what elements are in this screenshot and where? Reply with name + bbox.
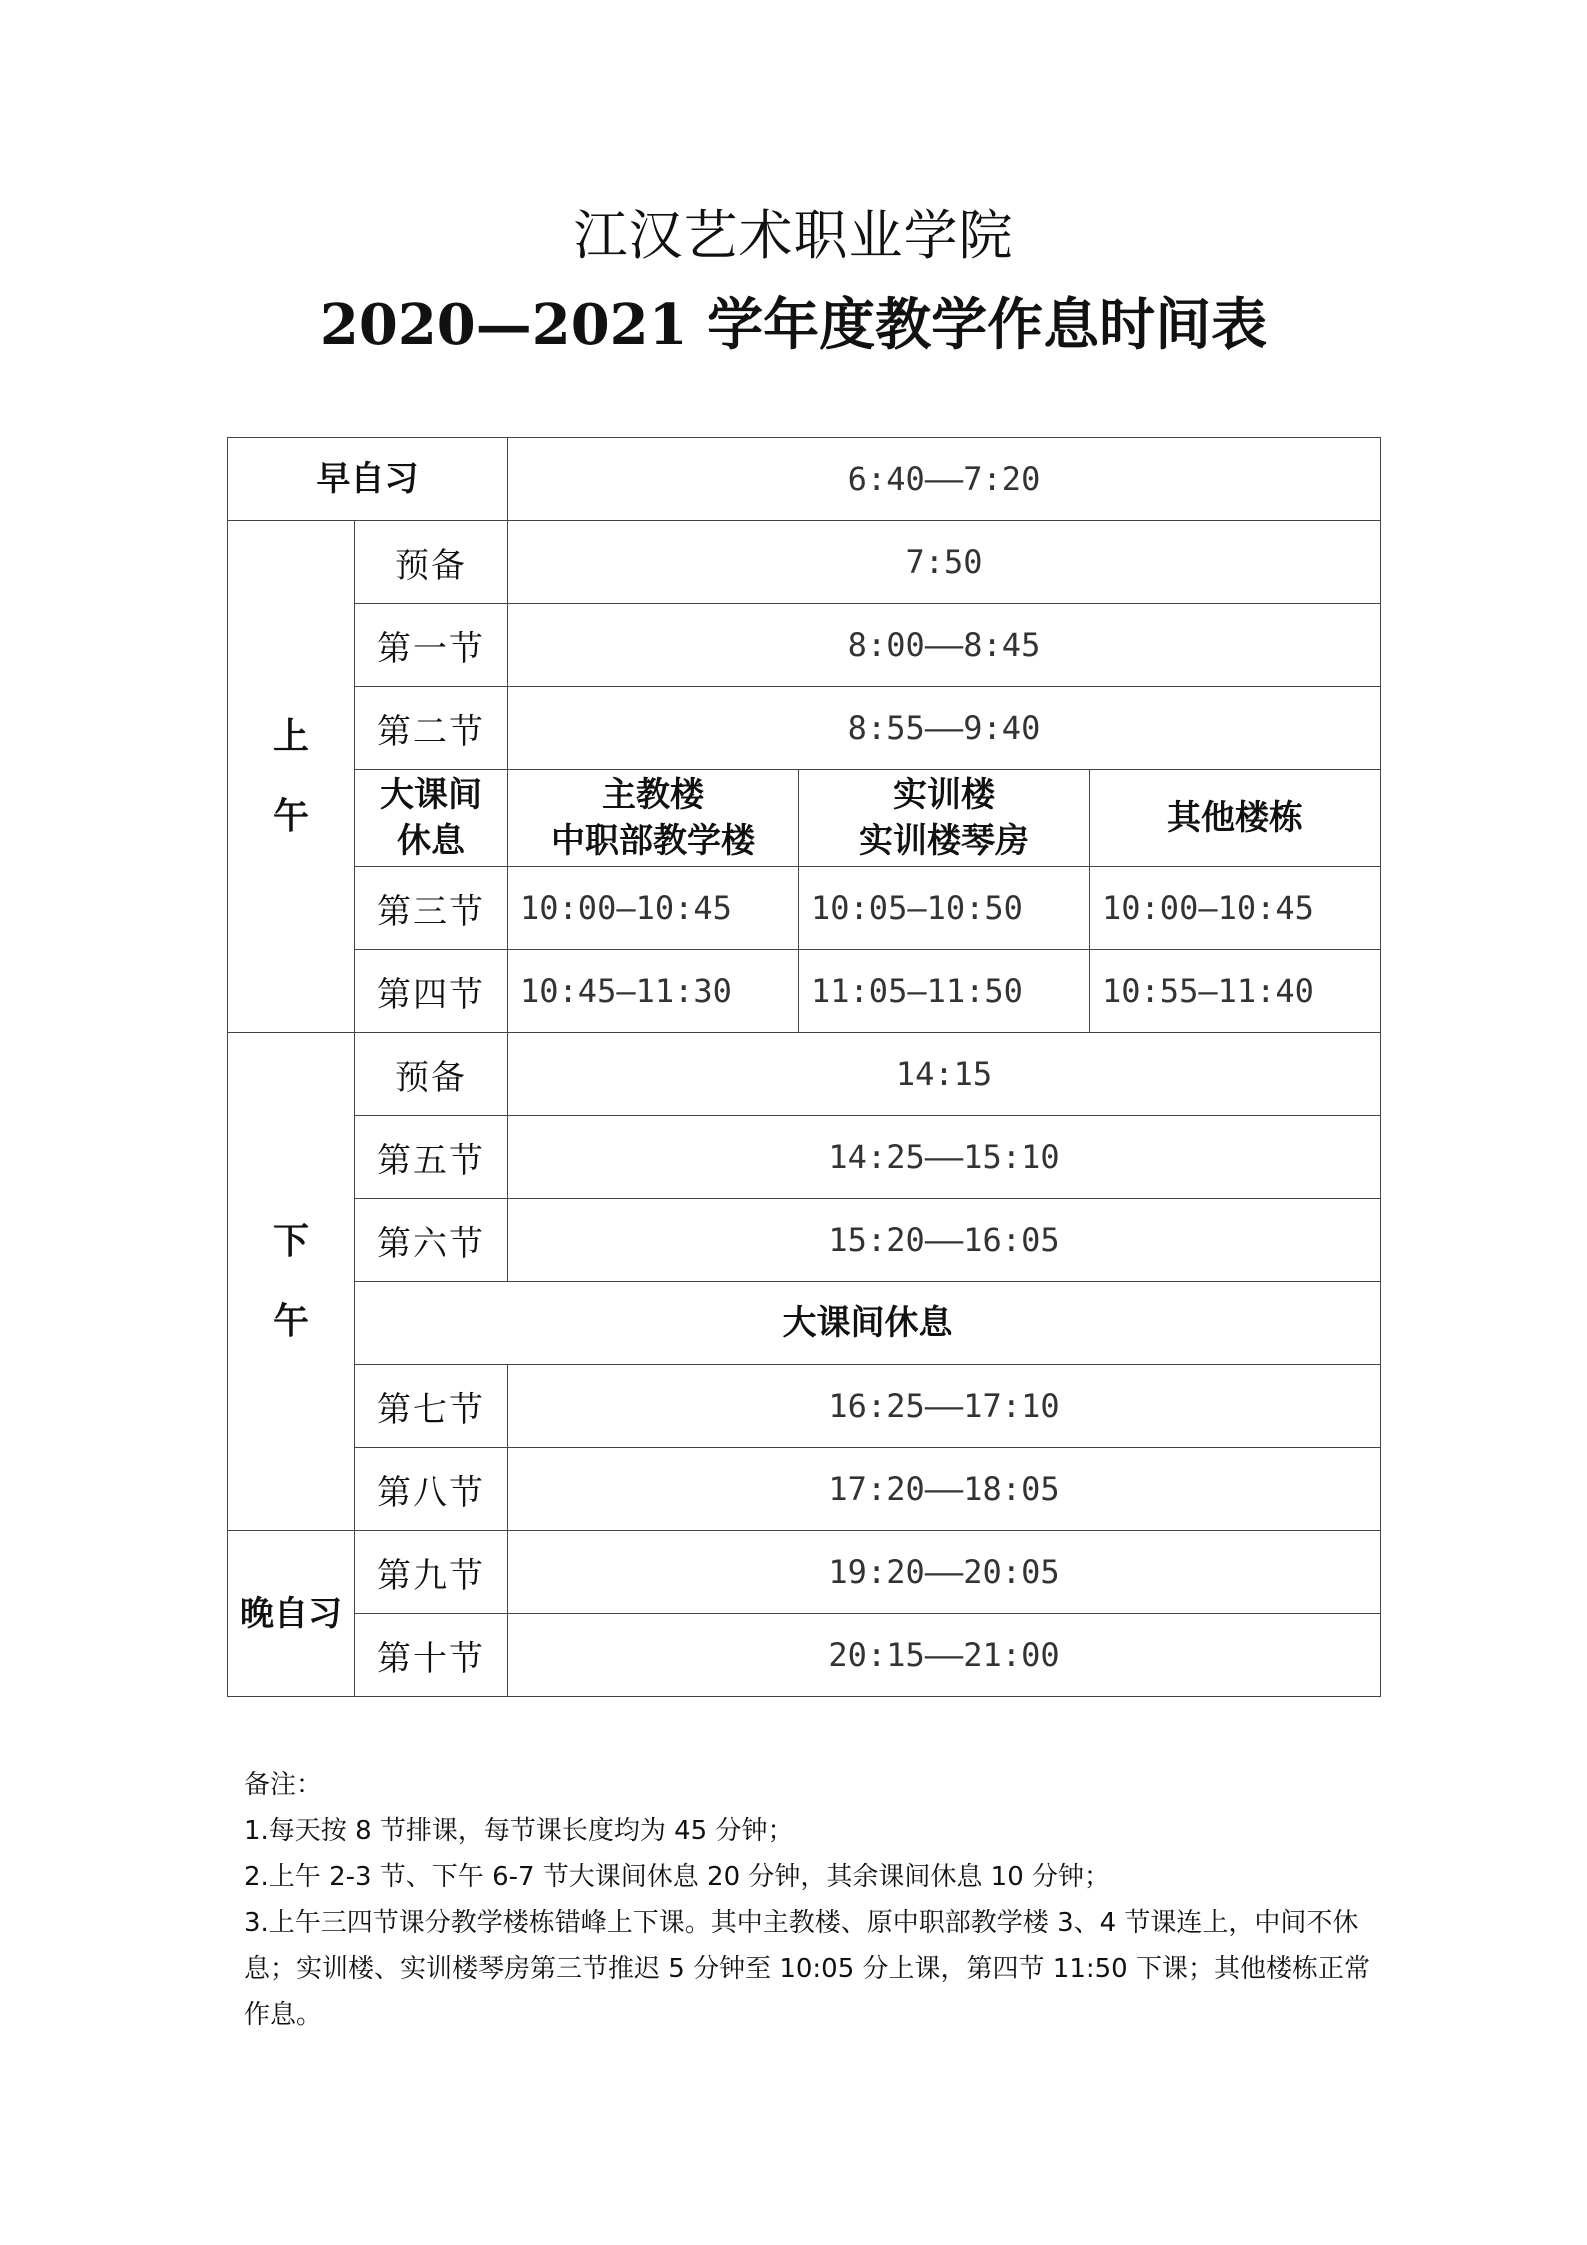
table-row xyxy=(228,1199,1381,1282)
table-row xyxy=(228,770,1381,867)
period-label: 第十节 xyxy=(355,1614,508,1697)
period-time: 10:55—11:40 xyxy=(1090,950,1381,1033)
break-label-line1: 大课间 xyxy=(380,775,482,815)
period-label: 预备 xyxy=(355,1033,508,1116)
building-header-line2: 中职部教学楼 xyxy=(551,821,755,861)
period-label: 第五节 xyxy=(355,1116,508,1199)
table-row xyxy=(228,1531,1381,1614)
period-label: 预备 xyxy=(355,521,508,604)
table-row xyxy=(228,1033,1381,1116)
note-item: 3.上午三四节课分教学楼栋错峰上下课。其中主教楼、原中职部教学楼 3、4 节课连上，中间不休息；实训楼、实训楼琴房第三节推迟 5 分钟至 10:05 分上课，第四节 11:50 下课；其他楼栋正常作息。 xyxy=(244,1908,1370,2030)
period-time: 7:50 xyxy=(508,521,1381,604)
table-row xyxy=(228,1116,1381,1199)
building-header-line1: 主教楼 xyxy=(602,775,704,815)
table-row xyxy=(228,521,1381,604)
notes-section xyxy=(244,1762,1384,2038)
table-row xyxy=(228,438,1381,521)
period-time: 15:20——16:05 xyxy=(508,1199,1381,1282)
period-label: 第六节 xyxy=(355,1199,508,1282)
afternoon-break-label: 大课间休息 xyxy=(355,1282,1381,1365)
period-time: 11:05—11:50 xyxy=(799,950,1090,1033)
morning-label xyxy=(228,521,355,1033)
period-time: 8:00——8:45 xyxy=(508,604,1381,687)
period-time: 8:55——9:40 xyxy=(508,687,1381,770)
period-label: 第七节 xyxy=(355,1365,508,1448)
period-label: 第三节 xyxy=(355,867,508,950)
morning-label-bottom: 午 xyxy=(272,795,309,837)
building-header xyxy=(799,770,1090,867)
building-header xyxy=(1090,770,1381,867)
page-title: 2020—2021 学年度教学作息时间表 xyxy=(319,292,1268,358)
table-row xyxy=(228,1365,1381,1448)
table-row xyxy=(228,1448,1381,1531)
table-row xyxy=(228,1614,1381,1697)
period-time: 16:25——17:10 xyxy=(508,1365,1381,1448)
period-time: 14:25——15:10 xyxy=(508,1116,1381,1199)
morning-study-label: 早自习 xyxy=(228,438,508,521)
note-item: 1.每天按 8 节排课，每节课长度均为 45 分钟； xyxy=(244,1816,794,1846)
period-label: 第二节 xyxy=(355,687,508,770)
period-time: 19:20——20:05 xyxy=(508,1531,1381,1614)
period-label: 第九节 xyxy=(355,1531,508,1614)
period-time: 20:15——21:00 xyxy=(508,1614,1381,1697)
period-label: 第八节 xyxy=(355,1448,508,1531)
afternoon-label-top: 下 xyxy=(272,1220,309,1262)
break-label xyxy=(355,770,508,867)
schedule-table xyxy=(227,437,1381,1697)
afternoon-label xyxy=(228,1033,355,1531)
notes-heading: 备注： xyxy=(244,1770,323,1800)
period-label: 第一节 xyxy=(355,604,508,687)
period-label: 第四节 xyxy=(355,950,508,1033)
morning-study-time: 6:40——7:20 xyxy=(508,438,1381,521)
period-time: 10:05—10:50 xyxy=(799,867,1090,950)
break-label-line2: 休息 xyxy=(397,821,465,861)
period-time: 17:20——18:05 xyxy=(508,1448,1381,1531)
table-row xyxy=(228,687,1381,770)
table-row xyxy=(228,950,1381,1033)
building-header-line2: 实训楼琴房 xyxy=(859,821,1029,861)
table-row xyxy=(228,867,1381,950)
period-time: 10:00—10:45 xyxy=(508,867,799,950)
evening-study-label: 晚自习 xyxy=(228,1531,355,1697)
building-header xyxy=(508,770,799,867)
institution-title: 江汉艺术职业学院 xyxy=(573,204,1014,267)
period-time: 10:45—11:30 xyxy=(508,950,799,1033)
period-time: 14:15 xyxy=(508,1033,1381,1116)
table-row xyxy=(228,1282,1381,1365)
building-header-line1: 其他楼栋 xyxy=(1167,798,1303,838)
note-item: 2.上午 2-3 节、下午 6-7 节大课间休息 20 分钟，其余课间休息 10 分钟； xyxy=(244,1862,1111,1892)
period-time: 10:00—10:45 xyxy=(1090,867,1381,950)
table-row xyxy=(228,604,1381,687)
building-header-line1: 实训楼 xyxy=(893,775,995,815)
afternoon-label-bottom: 午 xyxy=(272,1300,309,1342)
morning-label-top: 上 xyxy=(272,715,309,757)
